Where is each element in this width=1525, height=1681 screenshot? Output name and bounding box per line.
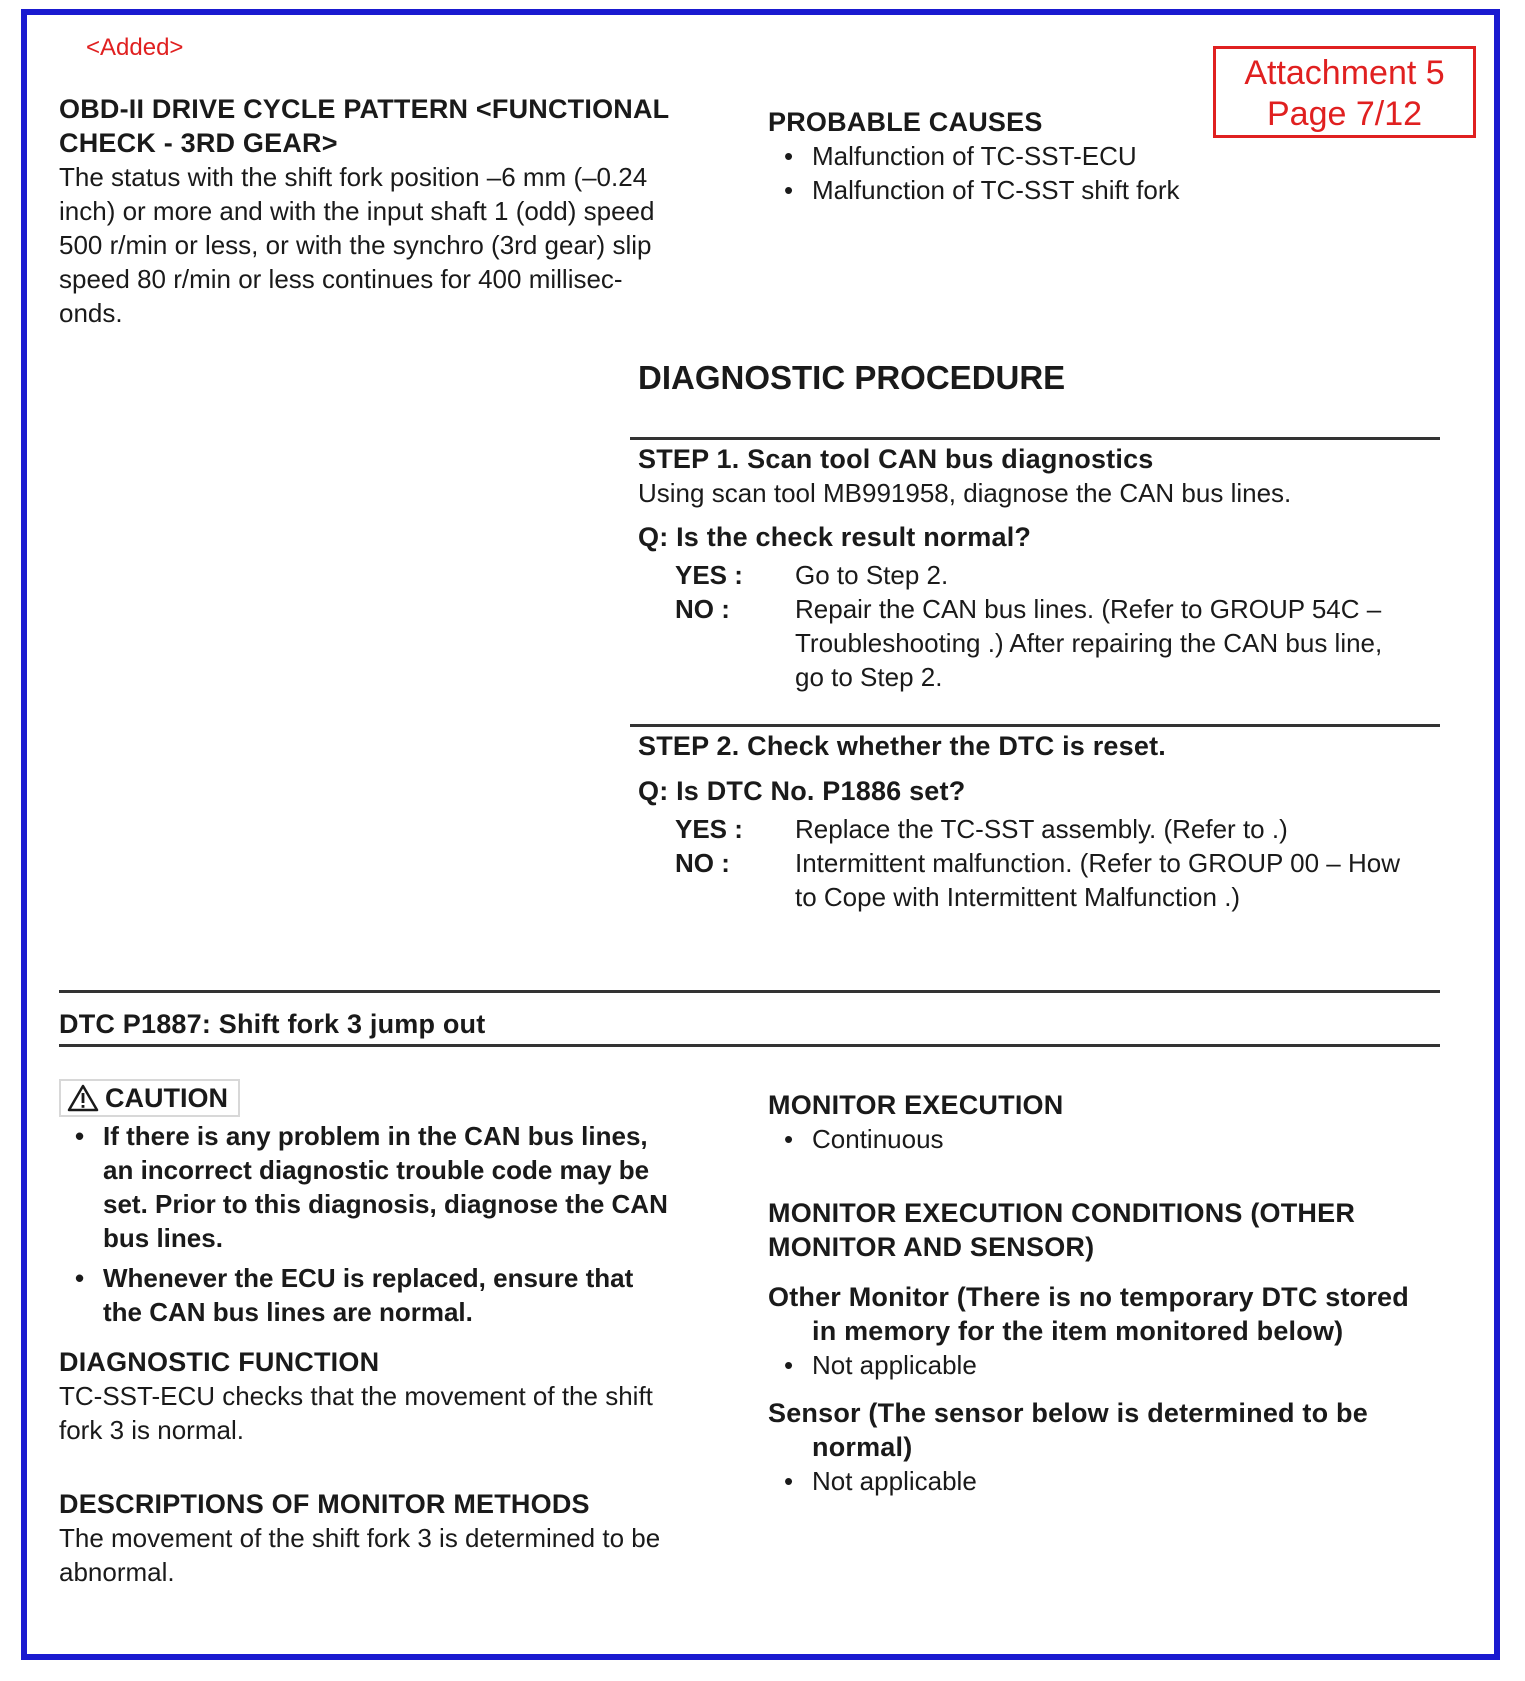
no-key: NO : bbox=[675, 594, 730, 624]
added-label: <Added> bbox=[86, 34, 184, 61]
step2-divider bbox=[630, 724, 1440, 727]
drive-cycle-section bbox=[59, 92, 719, 330]
step2-title: STEP 2. Check whether the DTC is reset. bbox=[638, 731, 1166, 761]
monitor-conditions-section bbox=[768, 1196, 1458, 1498]
monitor-execution-item: • Continuous bbox=[768, 1122, 1448, 1156]
yes-key: YES : bbox=[675, 814, 743, 844]
caution-line: bus lines. bbox=[103, 1223, 223, 1253]
dtc-top-rule bbox=[59, 990, 1440, 993]
diagnostic-function-section bbox=[59, 1345, 739, 1447]
other-monitor-line: Other Monitor (There is no temporary DTC stored bbox=[768, 1282, 1409, 1312]
monitor-execution-list bbox=[768, 1122, 1448, 1156]
monitor-methods-line: The movement of the shift fork 3 is determined to be bbox=[59, 1523, 661, 1553]
yes-text: Replace the TC-SST assembly. (Refer to .) bbox=[795, 814, 1288, 844]
probable-causes-list bbox=[768, 139, 1228, 207]
probable-cause-item: • Malfunction of TC-SST-ECU bbox=[768, 139, 1228, 173]
caution-line: an incorrect diagnostic trouble code may be bbox=[103, 1155, 650, 1185]
probable-causes-section bbox=[768, 105, 1228, 207]
drive-cycle-line: inch) or more and with the input shaft 1 (odd) speed bbox=[59, 196, 655, 226]
drive-cycle-heading: OBD-II DRIVE CYCLE PATTERN <FUNCTIONAL CHECK - 3RD GEAR> bbox=[59, 94, 669, 158]
no-line: to Cope with Intermittent Malfunction .) bbox=[795, 882, 1241, 912]
sensor-heading bbox=[768, 1396, 1458, 1464]
monitor-methods-heading: DESCRIPTIONS OF MONITOR METHODS bbox=[59, 1489, 590, 1519]
monitor-execution-section bbox=[768, 1088, 1448, 1156]
caution-list bbox=[59, 1119, 739, 1329]
no-line: Repair the CAN bus lines. (Refer to GROUP 54C – bbox=[795, 594, 1382, 624]
attachment-line-1: Attachment 5 bbox=[1244, 54, 1445, 92]
caution-section bbox=[59, 1079, 739, 1335]
drive-cycle-line: The status with the shift fork position –6 mm (–0.24 bbox=[59, 162, 648, 192]
other-monitor-list bbox=[768, 1348, 1458, 1382]
yes-text: Go to Step 2. bbox=[795, 560, 949, 590]
step1-question: Q: Is the check result normal? bbox=[638, 522, 1032, 552]
drive-cycle-line: speed 80 r/min or less continues for 400 millisec- bbox=[59, 264, 623, 294]
monitor-conditions-heading-line: MONITOR AND SENSOR) bbox=[768, 1232, 1095, 1262]
monitor-execution-heading: MONITOR EXECUTION bbox=[768, 1090, 1064, 1120]
caution-line: the CAN bus lines are normal. bbox=[103, 1297, 473, 1327]
step1-text: Using scan tool MB991958, diagnose the CAN bus lines. bbox=[638, 478, 1292, 508]
attachment-box bbox=[1213, 46, 1476, 138]
diagnostic-function-line: TC-SST-ECU checks that the movement of the shift bbox=[59, 1381, 653, 1411]
dtc-bottom-rule bbox=[59, 1044, 1440, 1047]
no-key: NO : bbox=[675, 848, 730, 878]
drive-cycle-line: onds. bbox=[59, 298, 123, 328]
caution-line: • If there is any problem in the CAN bus lines, bbox=[103, 1121, 648, 1151]
yes-key: YES : bbox=[675, 560, 743, 590]
no-line: Troubleshooting .) After repairing the CAN bus line, bbox=[795, 628, 1383, 658]
other-monitor-item: • Not applicable bbox=[768, 1348, 1458, 1382]
monitor-methods-line: abnormal. bbox=[59, 1557, 175, 1587]
sensor-line: normal) bbox=[812, 1432, 913, 1462]
step2-no-answer bbox=[675, 846, 1438, 914]
caution-item bbox=[59, 1261, 739, 1329]
sensor-line: Sensor (The sensor below is determined to be bbox=[768, 1398, 1368, 1428]
step1-divider bbox=[630, 437, 1440, 440]
caution-line: set. Prior to this diagnosis, diagnose the CAN bbox=[103, 1189, 668, 1219]
no-line: Intermittent malfunction. (Refer to GROUP 00 – How bbox=[795, 848, 1400, 878]
diagnostic-procedure-title: DIAGNOSTIC PROCEDURE bbox=[638, 359, 1066, 396]
diagnostic-function-line: fork 3 is normal. bbox=[59, 1415, 244, 1445]
dtc-title: DTC P1887: Shift fork 3 jump out bbox=[59, 1009, 486, 1039]
caution-item bbox=[59, 1119, 739, 1255]
sensor-list bbox=[768, 1464, 1458, 1498]
step1-title: STEP 1. Scan tool CAN bus diagnostics bbox=[638, 444, 1154, 474]
step2-section bbox=[638, 729, 1438, 914]
probable-cause-item: • Malfunction of TC-SST shift fork bbox=[768, 173, 1228, 207]
monitor-methods-section bbox=[59, 1487, 739, 1589]
diagnostic-function-heading: DIAGNOSTIC FUNCTION bbox=[59, 1347, 380, 1377]
no-line: go to Step 2. bbox=[795, 662, 943, 692]
warning-triangle-icon bbox=[67, 1084, 99, 1112]
step1-section bbox=[638, 442, 1438, 694]
drive-cycle-line: 500 r/min or less, or with the synchro (3rd gear) slip bbox=[59, 230, 652, 260]
other-monitor-line: in memory for the item monitored below) bbox=[812, 1316, 1344, 1346]
probable-causes-heading: PROBABLE CAUSES bbox=[768, 107, 1043, 137]
monitor-conditions-heading-line: MONITOR EXECUTION CONDITIONS (OTHER bbox=[768, 1198, 1356, 1228]
sensor-item: • Not applicable bbox=[768, 1464, 1458, 1498]
other-monitor-heading bbox=[768, 1280, 1458, 1348]
attachment-line-2: Page 7/12 bbox=[1266, 95, 1423, 133]
drive-cycle-body bbox=[59, 160, 719, 330]
step2-question: Q: Is DTC No. P1886 set? bbox=[638, 776, 966, 806]
caution-label-box bbox=[59, 1079, 240, 1117]
step1-no-answer bbox=[675, 592, 1438, 694]
step2-yes-answer bbox=[675, 812, 1438, 846]
caution-line: • Whenever the ECU is replaced, ensure that bbox=[103, 1263, 634, 1293]
caution-label: CAUTION bbox=[105, 1083, 228, 1113]
step1-yes-answer bbox=[675, 558, 1438, 592]
